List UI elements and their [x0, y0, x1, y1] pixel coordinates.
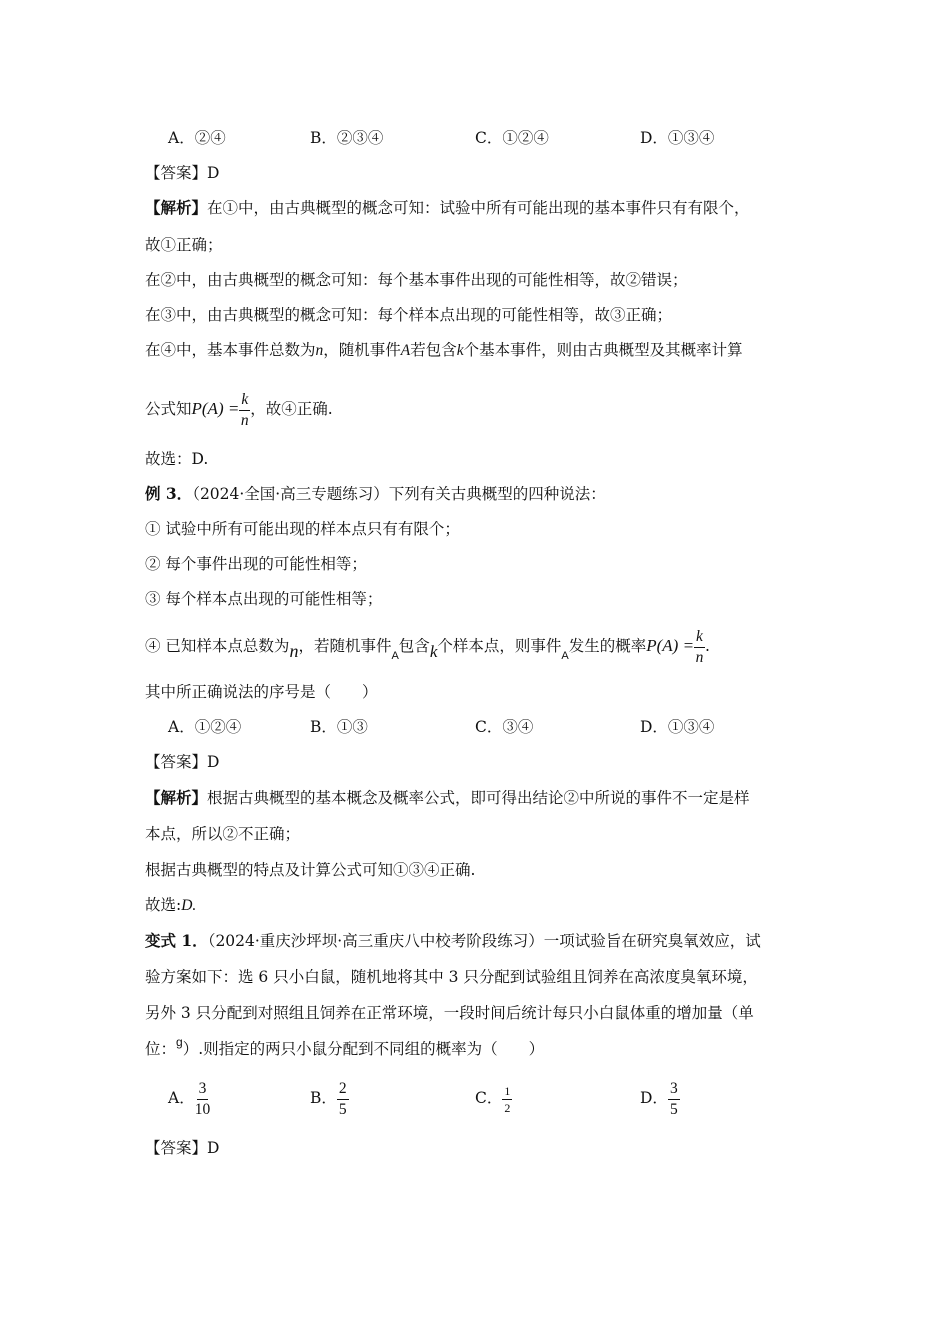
- analysis-label: 【解析】: [145, 788, 208, 807]
- option-b: B．①③: [310, 718, 368, 736]
- analysis-line: 在②中，由古典概型的概念可知：每个基本事件出现的可能性相等，故②错误；: [145, 271, 688, 289]
- fraction: [502, 1085, 512, 1114]
- text-segment: 包含: [398, 637, 430, 655]
- analysis-line: [145, 788, 750, 808]
- option-label: C．: [475, 1089, 503, 1107]
- option-d: D．①③④: [640, 718, 715, 736]
- statement-3: ③ 每个样本点出现的可能性相等；: [145, 590, 383, 608]
- answer: 【答案】D: [145, 164, 220, 182]
- option-b: [310, 1076, 349, 1120]
- formula-line: [145, 388, 333, 430]
- statement-1: ① 试验中所有可能出现的样本点只有有限个；: [145, 520, 460, 538]
- fraction-numerator: k: [694, 629, 705, 648]
- text-segment: 公式知: [145, 400, 192, 418]
- conclusion: 故选：D.: [145, 450, 209, 468]
- analysis-line: [145, 198, 750, 218]
- text-segment: 在④中，基本事件总数为: [145, 341, 316, 359]
- text-segment: 发生的概率: [568, 637, 647, 655]
- formula-lhs: P(A) =: [191, 399, 240, 418]
- statement-2: ② 每个事件出现的可能性相等；: [145, 555, 367, 573]
- stem-line: 另外 3 只分配到对照组且饲养在正常环境，一段时间后统计每只小白鼠体重的增加量（单: [145, 1004, 754, 1022]
- answer: 【答案】D: [145, 753, 220, 771]
- text-segment: 故选:: [145, 896, 182, 914]
- analysis-text: 在①中，由古典概型的概念可知：试验中所有可能出现的基本事件只有有限个，: [207, 199, 750, 217]
- variable-n: n: [289, 641, 299, 661]
- text-segment: ）.则指定的两只小鼠分配到不同组的概率为（ ）: [182, 1040, 545, 1058]
- fraction-denominator: n: [240, 411, 249, 429]
- stem-line: 验方案如下：选 6 只小白鼠，随机地将其中 3 只分配到试验组且饲养在高浓度臭氧环境，: [145, 968, 758, 986]
- option-a: [168, 1076, 210, 1120]
- question: 其中所正确说法的序号是（ ）: [145, 683, 378, 701]
- stem-text: （2024·全国·高三专题练习）下列有关古典概型的四种说法：: [192, 485, 606, 503]
- option-label: B．: [310, 1089, 337, 1107]
- answer: 【答案】D: [145, 1139, 220, 1157]
- text-segment: ，随机事件: [323, 341, 401, 359]
- option-d: D．①③④: [640, 129, 715, 147]
- conclusion: [145, 895, 196, 916]
- fraction-numerator: 3: [197, 1081, 209, 1100]
- variable-A: A: [400, 342, 411, 359]
- fraction: [668, 1081, 680, 1117]
- statement-4: [145, 624, 710, 669]
- fraction-denominator: n: [695, 648, 704, 666]
- fraction: [195, 1081, 211, 1117]
- unit-g: g: [176, 1035, 183, 1049]
- option-label: A．: [168, 1089, 195, 1107]
- analysis-line: 故①正确；: [145, 236, 223, 254]
- analysis-text: 根据古典概型的基本概念及概率公式，即可得出结论②中所说的事件不一定是样: [207, 789, 750, 807]
- text-segment: 个样本点，则事件: [437, 637, 562, 655]
- text-segment: 位：: [145, 1040, 177, 1058]
- fraction-numerator: 3: [668, 1081, 680, 1100]
- text-segment: ④ 已知样本点总数为: [145, 637, 290, 655]
- option-c: C．①②④: [475, 129, 549, 147]
- fraction-denominator: 5: [338, 1100, 347, 1118]
- fraction-denominator: 10: [194, 1100, 211, 1118]
- text-segment: 若包含: [410, 341, 457, 359]
- text-segment: ，若随机事件: [298, 637, 392, 655]
- fraction: [239, 392, 250, 428]
- fraction: [337, 1081, 349, 1117]
- variant-1-stem: [145, 931, 761, 951]
- variable-n: n: [315, 342, 324, 359]
- stem-text: （2024·重庆沙坪坝·高三重庆八中校考阶段练习）一项试验旨在研究臭氧效应，试: [207, 932, 761, 950]
- fraction-denominator: 5: [669, 1100, 678, 1118]
- option-b: B．②③④: [310, 129, 384, 147]
- variable-A: A: [561, 650, 569, 662]
- text-segment: ，故④正确.: [250, 400, 333, 418]
- variable-k: k: [429, 642, 438, 661]
- formula-lhs: P(A) =: [646, 636, 695, 655]
- option-a: A．②④: [168, 129, 226, 147]
- analysis-line: [145, 340, 743, 361]
- option-label: D．: [640, 1089, 668, 1107]
- analysis-line: 在③中，由古典概型的概念可知：每个样本点出现的可能性相等，故③正确；: [145, 306, 673, 324]
- text-segment: .: [704, 637, 710, 655]
- fraction-numerator: 1: [504, 1083, 511, 1098]
- fraction-numerator: k: [239, 392, 250, 411]
- text-segment: 个基本事件，则由古典概型及其概率计算: [463, 341, 743, 359]
- analysis-line: 根据古典概型的特点及计算公式可知①③④正确.: [145, 861, 476, 879]
- fraction-denominator: 2: [504, 1100, 511, 1115]
- example-label: 例 3．: [145, 484, 193, 503]
- conclusion-value: D.: [181, 897, 197, 914]
- option-c: C．③④: [475, 718, 534, 736]
- option-a: A．①②④: [168, 718, 242, 736]
- analysis-line: 本点，所以②不正确；: [145, 825, 301, 843]
- variant-label: 变式 1．: [145, 931, 208, 950]
- variable-k: k: [456, 342, 464, 359]
- option-d: [640, 1076, 680, 1120]
- variable-A: A: [391, 650, 399, 662]
- example-3-stem: [145, 484, 606, 504]
- option-c: [475, 1076, 512, 1120]
- analysis-label: 【解析】: [145, 198, 208, 217]
- stem-line: [145, 1035, 545, 1060]
- fraction-numerator: 2: [337, 1081, 349, 1100]
- fraction: [694, 629, 705, 665]
